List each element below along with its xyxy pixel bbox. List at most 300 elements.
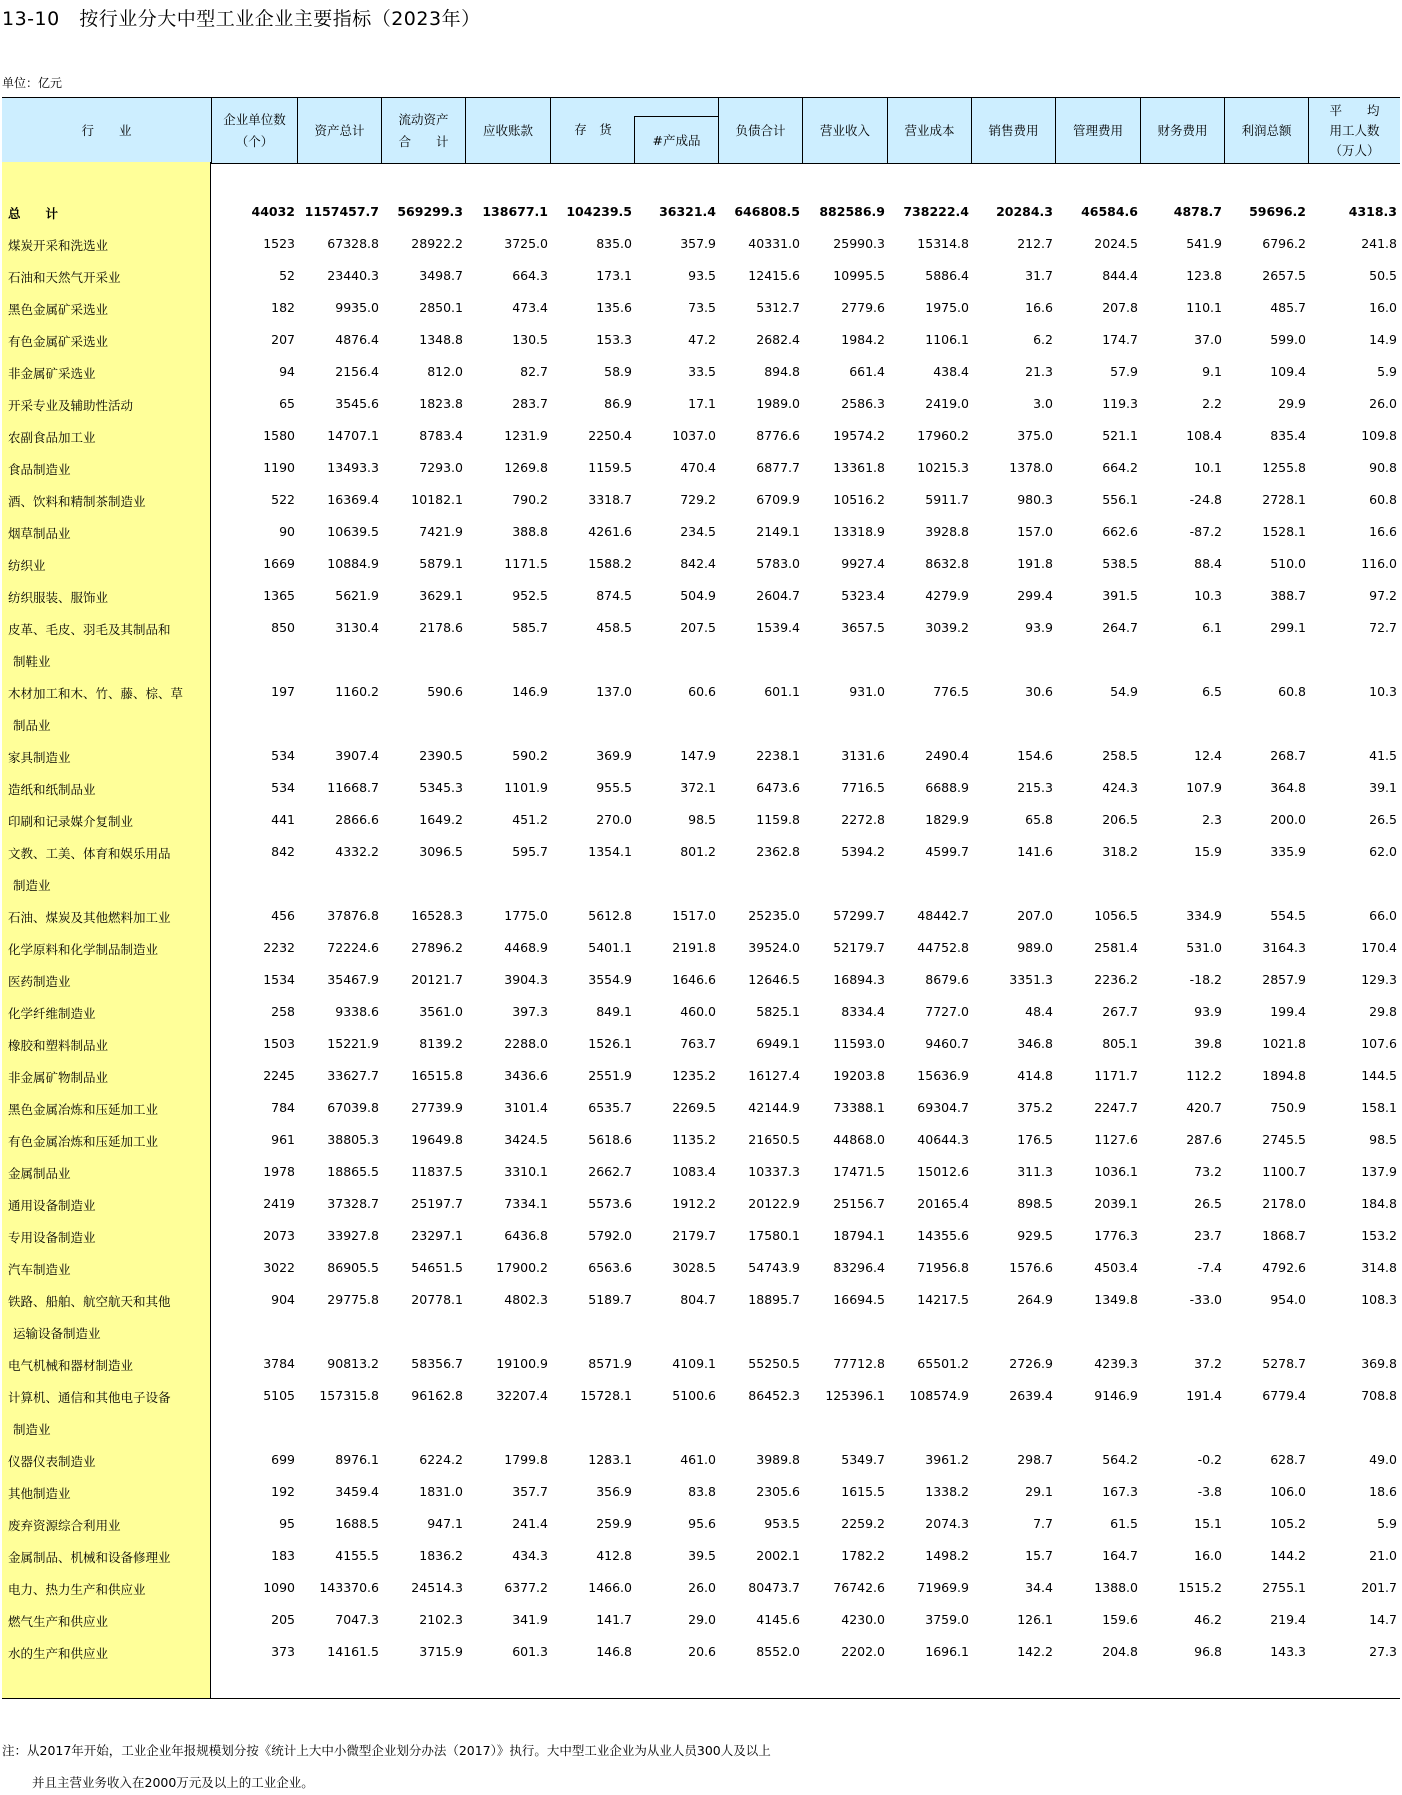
table-cell: 192 — [271, 1484, 295, 1499]
table-cell: 2002.1 — [756, 1548, 800, 1563]
table-cell: 86.9 — [604, 396, 632, 411]
table-cell: 157315.8 — [319, 1388, 379, 1403]
table-row — [2, 484, 1400, 516]
table-cell: 90813.2 — [327, 1356, 379, 1371]
table-cell: 40644.3 — [917, 1132, 969, 1147]
header-inventory: 存 货 — [574, 122, 612, 137]
table-cell: 73.2 — [1194, 1164, 1222, 1179]
table-cell: 601.1 — [764, 684, 800, 699]
table-cell: 585.7 — [512, 620, 548, 635]
industry-name: 文教、工美、体育和娱乐用品 — [8, 846, 171, 861]
industry-name: 农副食品加工业 — [8, 430, 96, 445]
table-cell: 10995.5 — [833, 268, 885, 283]
table-cell: 2662.7 — [588, 1164, 632, 1179]
table-cell: 470.4 — [680, 460, 716, 475]
table-cell: 314.8 — [1361, 1260, 1397, 1275]
table-cell: 3759.0 — [925, 1612, 969, 1627]
table-cell: 2236.2 — [1094, 972, 1138, 987]
table-cell: 61.5 — [1110, 1516, 1138, 1531]
table-cell: 35467.9 — [327, 972, 379, 987]
table-cell: 3715.9 — [419, 1644, 463, 1659]
table-cell: 287.6 — [1186, 1132, 1222, 1147]
table-cell: 441 — [271, 812, 295, 827]
table-cell: 6563.6 — [588, 1260, 632, 1275]
industry-name-continued: 运输设备制造业 — [13, 1326, 101, 1341]
table-row — [2, 1636, 1400, 1668]
industry-name: 石油和天然气开采业 — [8, 270, 121, 285]
table-cell: 197 — [271, 684, 295, 699]
table-cell: 264.7 — [1102, 620, 1138, 635]
header-receivables: 应收账款 — [465, 98, 550, 163]
table-cell: 264.9 — [1017, 1292, 1053, 1307]
table-cell: 776.5 — [933, 684, 969, 699]
table-cell: 397.3 — [512, 1004, 548, 1019]
table-row — [2, 804, 1400, 836]
table-cell: 73.5 — [688, 300, 716, 315]
table-row — [2, 1540, 1400, 1572]
table-cell: 3424.5 — [504, 1132, 548, 1147]
table-cell: 1056.5 — [1094, 908, 1138, 923]
table-cell: 16127.4 — [748, 1068, 800, 1083]
table-row — [2, 900, 1400, 932]
table-row — [2, 932, 1400, 964]
table-cell: 60.8 — [1278, 684, 1306, 699]
table-cell: 37.0 — [1194, 332, 1222, 347]
table-cell: 1365 — [263, 588, 295, 603]
table-cell: 54.9 — [1110, 684, 1138, 699]
header-liabilities: 负债合计 — [718, 98, 802, 163]
table-cell: 116.0 — [1361, 556, 1397, 571]
table-cell: 521.1 — [1102, 428, 1138, 443]
table-cell: 5886.4 — [925, 268, 969, 283]
table-cell: 69304.7 — [917, 1100, 969, 1115]
table-cell: 135.6 — [596, 300, 632, 315]
table-cell: 10884.9 — [327, 556, 379, 571]
table-cell: 3164.3 — [1262, 940, 1306, 955]
table-cell: 2259.2 — [841, 1516, 885, 1531]
table-cell: 88.4 — [1194, 556, 1222, 571]
industry-name: 废弃资源综合利用业 — [8, 1518, 121, 1533]
table-cell: 1388.0 — [1094, 1580, 1138, 1595]
table-cell: 10.3 — [1194, 588, 1222, 603]
table-cell: 234.5 — [680, 524, 716, 539]
table-cell: 2269.5 — [672, 1100, 716, 1115]
table-cell: 1348.8 — [419, 332, 463, 347]
table-cell: 311.3 — [1017, 1164, 1053, 1179]
table-cell: 1539.4 — [756, 620, 800, 635]
table-cell: 6224.2 — [419, 1452, 463, 1467]
table-cell: 3101.4 — [504, 1100, 548, 1115]
table-cell: 2390.5 — [419, 748, 463, 763]
header-units-count-unit: （个） — [235, 133, 274, 149]
table-cell: 4332.2 — [335, 844, 379, 859]
table-cell: 664.2 — [1102, 460, 1138, 475]
header-finished-goods: #产成品 — [634, 116, 718, 163]
table-cell: 4802.3 — [504, 1292, 548, 1307]
table-cell: 2149.1 — [756, 524, 800, 539]
table-cell: 46.2 — [1194, 1612, 1222, 1627]
table-cell: 844.4 — [1102, 268, 1138, 283]
table-cell: 1580 — [263, 428, 295, 443]
table-cell: 21.0 — [1369, 1548, 1397, 1563]
table-cell: 108.4 — [1186, 428, 1222, 443]
table-cell: 96.8 — [1194, 1644, 1222, 1659]
table-cell: 14217.5 — [917, 1292, 969, 1307]
table-row — [2, 1380, 1400, 1437]
table-cell: 106.0 — [1270, 1484, 1306, 1499]
table-row — [2, 228, 1400, 260]
table-cell: 1799.8 — [504, 1452, 548, 1467]
table-cell: 176.5 — [1017, 1132, 1053, 1147]
table-cell: 3351.3 — [1009, 972, 1053, 987]
table-cell: 1782.2 — [841, 1548, 885, 1563]
table-cell: 4878.7 — [1173, 204, 1222, 219]
table-cell: 16515.8 — [411, 1068, 463, 1083]
table-cell: 283.7 — [512, 396, 548, 411]
table-cell: 874.5 — [596, 588, 632, 603]
table-cell: 3130.4 — [335, 620, 379, 635]
table-row — [2, 1284, 1400, 1341]
table-cell: 6688.9 — [925, 780, 969, 795]
table-cell: 531.0 — [1186, 940, 1222, 955]
table-cell: 2247.7 — [1094, 1100, 1138, 1115]
table-cell: 842 — [271, 844, 295, 859]
table-cell: 5.9 — [1377, 364, 1397, 379]
industry-name: 金属制品业 — [8, 1166, 71, 1181]
footnote-line1: 注：从2017年开始，工业企业年报规模划分按《统计上大中小微型企业划分办法（2017）》执行。大中型工业企业为从业人员300人及以上 — [2, 1743, 771, 1758]
table-cell: 10639.5 — [327, 524, 379, 539]
table-cell: 738222.4 — [903, 204, 969, 219]
table-cell: -87.2 — [1189, 524, 1222, 539]
table-cell: 8632.8 — [925, 556, 969, 571]
table-cell: 1100.7 — [1262, 1164, 1306, 1179]
table-cell: 1868.7 — [1262, 1228, 1306, 1243]
industry-name: 非金属矿物制品业 — [8, 1070, 109, 1085]
table-cell: 12646.5 — [748, 972, 800, 987]
table-cell: 205 — [271, 1612, 295, 1627]
table-cell: 33927.8 — [327, 1228, 379, 1243]
table-cell: 7421.9 — [419, 524, 463, 539]
industry-name: 燃气生产和供应业 — [8, 1614, 109, 1629]
table-cell: 5573.6 — [588, 1196, 632, 1211]
table-cell: 34.4 — [1025, 1580, 1053, 1595]
table-cell: 1090 — [263, 1580, 295, 1595]
table-cell: 5621.9 — [335, 588, 379, 603]
table-cell: 8139.2 — [419, 1036, 463, 1051]
industry-name: 其他制造业 — [8, 1486, 71, 1501]
header-finance-expenses: 财务费用 — [1140, 98, 1224, 163]
table-cell: 1190 — [263, 460, 295, 475]
table-header — [2, 97, 1400, 164]
table-cell: 144.5 — [1361, 1068, 1397, 1083]
table-cell: 21650.5 — [748, 1132, 800, 1147]
table-cell: 157.0 — [1017, 524, 1053, 539]
table-row — [2, 1252, 1400, 1284]
table-cell: 153.2 — [1361, 1228, 1397, 1243]
table-row — [2, 516, 1400, 548]
table-cell: 83.8 — [688, 1484, 716, 1499]
table-cell: 105.2 — [1270, 1516, 1306, 1531]
table-cell: 10516.2 — [833, 492, 885, 507]
table-cell: 3.0 — [1033, 396, 1053, 411]
table-cell: 23297.1 — [411, 1228, 463, 1243]
table-cell: 1829.9 — [925, 812, 969, 827]
table-cell: 184.8 — [1361, 1196, 1397, 1211]
table-cell: 23440.3 — [327, 268, 379, 283]
table-cell: 191.8 — [1017, 556, 1053, 571]
industry-name: 非金属矿采选业 — [8, 366, 96, 381]
header-profit: 利润总额 — [1224, 98, 1308, 163]
table-cell: 595.7 — [512, 844, 548, 859]
table-cell: 26.0 — [688, 1580, 716, 1595]
industry-name: 煤炭开采和洗选业 — [8, 238, 109, 253]
table-cell: 5612.8 — [588, 908, 632, 923]
table-cell: 207.5 — [680, 620, 716, 635]
table-cell: 16.6 — [1025, 300, 1053, 315]
table-cell: 2074.3 — [925, 1516, 969, 1531]
table-cell: 97.2 — [1369, 588, 1397, 603]
table-cell: 5105 — [263, 1388, 295, 1403]
table-cell: 141.7 — [596, 1612, 632, 1627]
table-row — [2, 548, 1400, 580]
table-cell: 357.7 — [512, 1484, 548, 1499]
table-row — [2, 1220, 1400, 1252]
table-cell: 3436.6 — [504, 1068, 548, 1083]
table-cell: 6377.2 — [504, 1580, 548, 1595]
industry-name: 印刷和记录媒介复制业 — [8, 814, 134, 829]
table-cell: 812.0 — [427, 364, 463, 379]
table-cell: 29775.8 — [327, 1292, 379, 1307]
table-cell: 1503 — [263, 1036, 295, 1051]
table-row — [2, 1348, 1400, 1380]
table-cell: 29.0 — [688, 1612, 716, 1627]
table-cell: 29.8 — [1369, 1004, 1397, 1019]
table-cell: 1517.0 — [672, 908, 716, 923]
table-cell: 98.5 — [688, 812, 716, 827]
table-cell: 19100.9 — [496, 1356, 548, 1371]
table-cell: 2232 — [263, 940, 295, 955]
table-cell: 299.1 — [1270, 620, 1306, 635]
table-cell: 17960.2 — [917, 428, 969, 443]
table-cell: 16369.4 — [327, 492, 379, 507]
table-cell: 48442.7 — [917, 908, 969, 923]
table-cell: 4599.7 — [925, 844, 969, 859]
table-cell: 200.0 — [1270, 812, 1306, 827]
table-cell: 1831.0 — [419, 1484, 463, 1499]
table-cell: 424.3 — [1102, 780, 1138, 795]
table-cell: 7334.1 — [504, 1196, 548, 1211]
table-cell: 12.4 — [1194, 748, 1222, 763]
table-cell: 1157457.7 — [304, 204, 379, 219]
table-cell: 356.9 — [596, 1484, 632, 1499]
header-revenue: 营业收入 — [802, 98, 887, 163]
table-cell: 11593.0 — [833, 1036, 885, 1051]
table-cell: 1515.2 — [1178, 1580, 1222, 1595]
table-cell: 137.0 — [596, 684, 632, 699]
table-cell: 1171.5 — [504, 556, 548, 571]
table-row — [2, 1508, 1400, 1540]
table-row — [2, 1124, 1400, 1156]
table-cell: 3784 — [263, 1356, 295, 1371]
table-cell: 375.2 — [1017, 1100, 1053, 1115]
table-cell: 2039.1 — [1094, 1196, 1138, 1211]
table-cell: 164.7 — [1102, 1548, 1138, 1563]
table-cell: 8976.1 — [335, 1452, 379, 1467]
table-bottom-rule — [2, 1698, 1400, 1699]
table-cell: 699 — [271, 1452, 295, 1467]
industry-name: 造纸和纸制品业 — [8, 782, 96, 797]
table-cell: 33.5 — [688, 364, 716, 379]
table-cell: 5825.1 — [756, 1004, 800, 1019]
table-cell: 6535.7 — [588, 1100, 632, 1115]
table-cell: 1269.8 — [504, 460, 548, 475]
table-cell: 931.0 — [849, 684, 885, 699]
industry-name: 皮革、毛皮、羽毛及其制品和 — [8, 622, 171, 637]
table-cell: 1349.8 — [1094, 1292, 1138, 1307]
industry-name: 黑色金属矿采选业 — [8, 302, 109, 317]
table-cell: 76742.6 — [833, 1580, 885, 1595]
table-cell: 25235.0 — [748, 908, 800, 923]
table-cell: 504.9 — [680, 588, 716, 603]
table-cell: 77712.8 — [833, 1356, 885, 1371]
table-cell: 3459.4 — [335, 1484, 379, 1499]
table-row — [2, 676, 1400, 733]
table-cell: 28922.2 — [411, 236, 463, 251]
table-cell: 2419 — [263, 1196, 295, 1211]
table-cell: 3961.2 — [925, 1452, 969, 1467]
table-cell: 86905.5 — [327, 1260, 379, 1275]
table-row — [2, 420, 1400, 452]
table-cell: 20778.1 — [411, 1292, 463, 1307]
table-cell: 898.5 — [1017, 1196, 1053, 1211]
table-cell: 7293.0 — [419, 460, 463, 475]
table-cell: 473.4 — [512, 300, 548, 315]
table-cell: 73388.1 — [833, 1100, 885, 1115]
table-cell: 1775.0 — [504, 908, 548, 923]
table-cell: 125396.1 — [825, 1388, 885, 1403]
table-cell: 108.3 — [1361, 1292, 1397, 1307]
industry-name: 铁路、船舶、航空航天和其他 — [8, 1294, 171, 1309]
industry-name: 计算机、通信和其他电子设备 — [8, 1390, 171, 1405]
table-cell: 554.5 — [1270, 908, 1306, 923]
header-admin-expenses: 管理费用 — [1055, 98, 1140, 163]
table-cell: 142.2 — [1017, 1644, 1053, 1659]
table-cell: 17900.2 — [496, 1260, 548, 1275]
table-cell: 46584.6 — [1081, 204, 1138, 219]
table-cell: 1231.9 — [504, 428, 548, 443]
table-cell: 4239.3 — [1094, 1356, 1138, 1371]
table-cell: 58.9 — [604, 364, 632, 379]
table-cell: 1378.0 — [1009, 460, 1053, 475]
table-cell: 1646.6 — [672, 972, 716, 987]
table-cell: 1283.1 — [588, 1452, 632, 1467]
table-cell: 30.6 — [1025, 684, 1053, 699]
table-cell: 961 — [271, 1132, 295, 1147]
table-cell: 12415.6 — [748, 268, 800, 283]
table-cell: 1159.8 — [756, 812, 800, 827]
table-cell: 7727.0 — [925, 1004, 969, 1019]
table-cell: 1255.8 — [1262, 460, 1306, 475]
industry-name: 汽车制造业 — [8, 1262, 71, 1277]
table-cell: 6779.4 — [1262, 1388, 1306, 1403]
table-cell: 26.5 — [1194, 1196, 1222, 1211]
industry-name-continued: 制造业 — [13, 1422, 51, 1437]
table-cell: 15.7 — [1025, 1548, 1053, 1563]
table-cell: 3498.7 — [419, 268, 463, 283]
table-cell: 15314.8 — [917, 236, 969, 251]
table-cell: 170.4 — [1361, 940, 1397, 955]
table-cell: 10.1 — [1194, 460, 1222, 475]
table-cell: 27896.2 — [411, 940, 463, 955]
table-cell: 3725.0 — [504, 236, 548, 251]
table-cell: 4503.4 — [1094, 1260, 1138, 1275]
table-cell: 4318.3 — [1348, 204, 1397, 219]
table-row — [2, 964, 1400, 996]
table-cell: 801.2 — [680, 844, 716, 859]
table-cell: 182 — [271, 300, 295, 315]
table-cell: 23.7 — [1194, 1228, 1222, 1243]
table-cell: 2362.8 — [756, 844, 800, 859]
table-cell: 65 — [279, 396, 295, 411]
table-cell: 18794.1 — [833, 1228, 885, 1243]
table-cell: 1588.2 — [588, 556, 632, 571]
table-cell: 14.9 — [1369, 332, 1397, 347]
table-cell: 174.7 — [1102, 332, 1138, 347]
table-cell: 1159.5 — [588, 460, 632, 475]
table-cell: 1894.8 — [1262, 1068, 1306, 1083]
table-cell: 3318.7 — [588, 492, 632, 507]
table-cell: 5783.0 — [756, 556, 800, 571]
table-cell: 2639.4 — [1009, 1388, 1053, 1403]
table-cell: 93.9 — [1025, 620, 1053, 635]
table-cell: 5911.7 — [925, 492, 969, 507]
table-cell: 3657.5 — [841, 620, 885, 635]
table-cell: 37328.7 — [327, 1196, 379, 1211]
table-cell: 4279.9 — [925, 588, 969, 603]
table-cell: 20121.7 — [411, 972, 463, 987]
table-cell: 267.7 — [1102, 1004, 1138, 1019]
table-cell: 11668.7 — [327, 780, 379, 795]
table-cell: 1106.1 — [925, 332, 969, 347]
table-cell: 129.3 — [1361, 972, 1397, 987]
table-cell: 206.5 — [1102, 812, 1138, 827]
table-cell: 2156.4 — [335, 364, 379, 379]
table-cell: 461.0 — [680, 1452, 716, 1467]
table-cell: 104239.5 — [566, 204, 632, 219]
table-cell: 47.2 — [688, 332, 716, 347]
table-cell: 3039.2 — [925, 620, 969, 635]
table-cell: 14161.5 — [327, 1644, 379, 1659]
table-cell: 708.8 — [1361, 1388, 1397, 1403]
table-row — [2, 388, 1400, 420]
table-cell: 947.1 — [427, 1516, 463, 1531]
table-cell: 599.0 — [1270, 332, 1306, 347]
industry-name: 木材加工和木、竹、藤、棕、草 — [8, 686, 184, 701]
industry-name: 专用设备制造业 — [8, 1230, 96, 1245]
table-cell: 1523 — [263, 236, 295, 251]
table-cell: 270.0 — [596, 812, 632, 827]
table-cell: 2.3 — [1202, 812, 1222, 827]
table-cell: 17580.1 — [748, 1228, 800, 1243]
table-cell: 1688.5 — [335, 1516, 379, 1531]
table-cell: 2490.4 — [925, 748, 969, 763]
table-cell: 21.3 — [1025, 364, 1053, 379]
table-cell: 750.9 — [1270, 1100, 1306, 1115]
table-cell: 9338.6 — [335, 1004, 379, 1019]
page-title: 13-10 按行业分大中型工业企业主要指标（2023年） — [2, 8, 481, 30]
table-cell: 4145.6 — [756, 1612, 800, 1627]
header-total-assets: 资产总计 — [297, 98, 381, 163]
